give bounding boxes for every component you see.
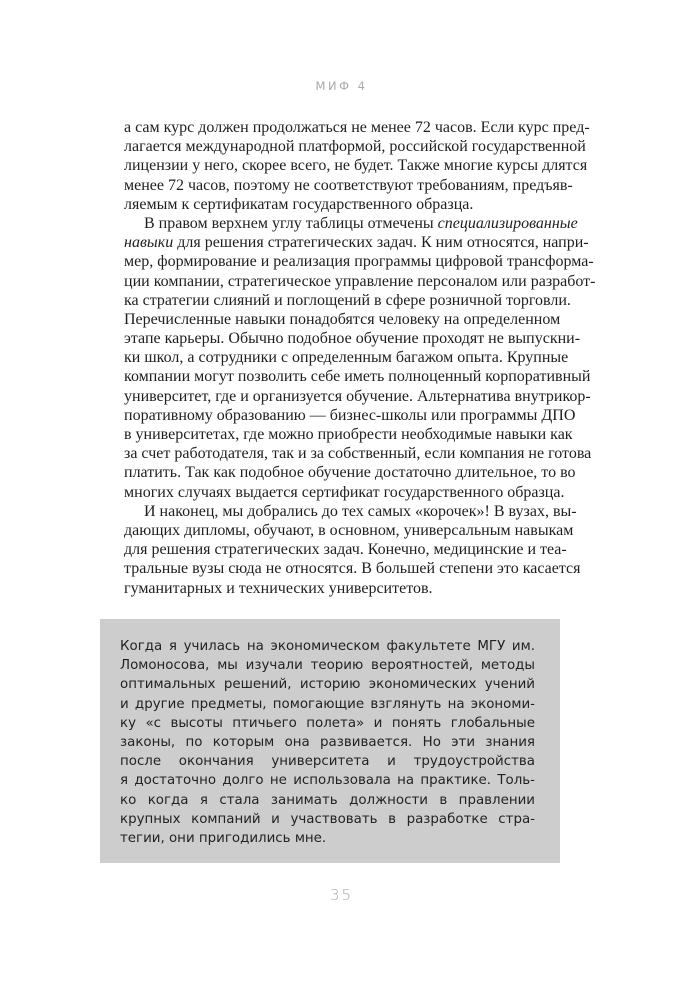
line-text: тральные вузы сюда не относятся. В большей степени это касается: [124, 560, 581, 578]
line-text: для решения стратегических задач. К ним относятся, напри-: [173, 234, 589, 252]
line-text: в университетах, где можно приобрести необходимые навыки как: [124, 426, 573, 443]
callout-line: и другие предметы, помогающие взглянуть на экономи-: [120, 696, 535, 712]
body-line: [124, 444, 592, 463]
line-text: ки школ, а сотрудники с определенным багажом опыта. Крупные: [124, 349, 569, 367]
callout-text: [120, 637, 535, 848]
body-line: [124, 387, 591, 406]
callout-line: тегии, они пригодились мне.: [120, 830, 327, 846]
line-text: ка стратегии слияний и поглощений в сфере розничной торговли.: [124, 291, 571, 309]
line-text: университет, где и организуется обучение. Альтернатива внутрикор-: [124, 387, 591, 405]
body-line: [124, 310, 560, 329]
callout-line: ку «с высоты птичьего полета» и понять глобальные: [120, 715, 535, 731]
body-line: [124, 406, 576, 425]
line-text: лицензии у него, скорее всего, не будет. Также многие курсы длятся: [124, 157, 588, 175]
body-line: [124, 233, 589, 252]
line-text: дающих дипломы, обучают, в основном, универсальным навыкам: [124, 521, 574, 539]
body-line: [124, 367, 591, 386]
line-text: мер, формирование и реализация программы цифровой трансформа-: [124, 253, 594, 271]
body-line: [124, 291, 571, 310]
body-line: [124, 329, 581, 348]
line-text: для решения стратегических задач. Конечно, медицинские и теа-: [124, 541, 567, 559]
callout-line: я достаточно долго не использовала на практике. Толь-: [120, 773, 535, 789]
line-text: ляемым к сертификатам государственного образца.: [124, 195, 474, 213]
body-text: [124, 118, 596, 598]
body-line: [124, 483, 565, 502]
line-text: гуманитарных и технических университетов.: [124, 579, 433, 597]
body-line: [124, 195, 560, 214]
body-line: [124, 156, 588, 175]
line-text: за счет работодателя, так и за собственный, если компания не готова: [124, 445, 592, 463]
body-line: [124, 425, 573, 444]
callout-line: законы, по которым она развивается. Но эти знания: [120, 734, 535, 750]
callout-line: оптимальных решений, историю экономических учений: [120, 677, 535, 693]
body-line: [124, 137, 586, 156]
line-text: В правом верхнем углу таблицы отмечены: [144, 214, 438, 232]
body-line: [124, 272, 596, 291]
body-line: [124, 214, 578, 233]
line-text: компании могут позволить себе иметь полноценный корпоративный: [124, 368, 591, 386]
line-text: поративному образованию — бизнес-школы или программы ДПО: [124, 406, 576, 424]
line-text: многих случаях выдается сертификат государственного образца.: [124, 483, 565, 501]
callout-line: Ломоносова, мы изучали теорию вероятностей, методы: [120, 658, 535, 674]
line-text: платить. Так как подобное обучение достаточно длительное, то во: [124, 464, 576, 482]
body-line: [124, 348, 569, 367]
line-text: Перечисленные навыки понадобятся человеку на определенном: [124, 310, 561, 328]
body-line: [124, 559, 581, 578]
page-number: 35: [329, 886, 354, 904]
line-text: лагается международной платформой, российской государственной: [124, 138, 586, 156]
line-text: этапе карьеры. Обычно подобное обучение проходят не выпускни-: [124, 330, 581, 348]
body-line: [124, 502, 577, 521]
italic-term: специализированные: [437, 214, 578, 232]
body-line: [124, 521, 574, 540]
line-text: И наконец, мы добрались до тех самых «корочек»! В вузах, вы-: [144, 502, 577, 520]
callout-line: крупных компаний и участвовать в разработке стра-: [120, 811, 535, 827]
body-line: [124, 118, 590, 137]
line-text: менее 72 часов, поэтому не соответствуют требованиям, предъяв-: [124, 176, 573, 194]
callout-line: ко когда я стала занимать должности в правлении: [120, 792, 535, 808]
body-line: [124, 463, 576, 482]
callout-line: после окончания университета и трудоустройства: [120, 754, 535, 770]
body-line: [124, 579, 560, 598]
callout-line: Когда я училась на экономическом факультете МГУ им.: [120, 639, 535, 654]
body-line: [124, 176, 573, 195]
running-header: МИФ 4: [315, 79, 368, 93]
line-text: ции компании, стратегическое управление персоналом или разработ-: [124, 272, 596, 290]
body-line: [124, 252, 594, 271]
body-line: [124, 540, 567, 559]
italic-term: навыки: [124, 234, 174, 252]
line-text: а сам курс должен продолжаться не менее 72 часов. Если курс пред-: [124, 119, 590, 136]
callout-box: [100, 619, 560, 863]
